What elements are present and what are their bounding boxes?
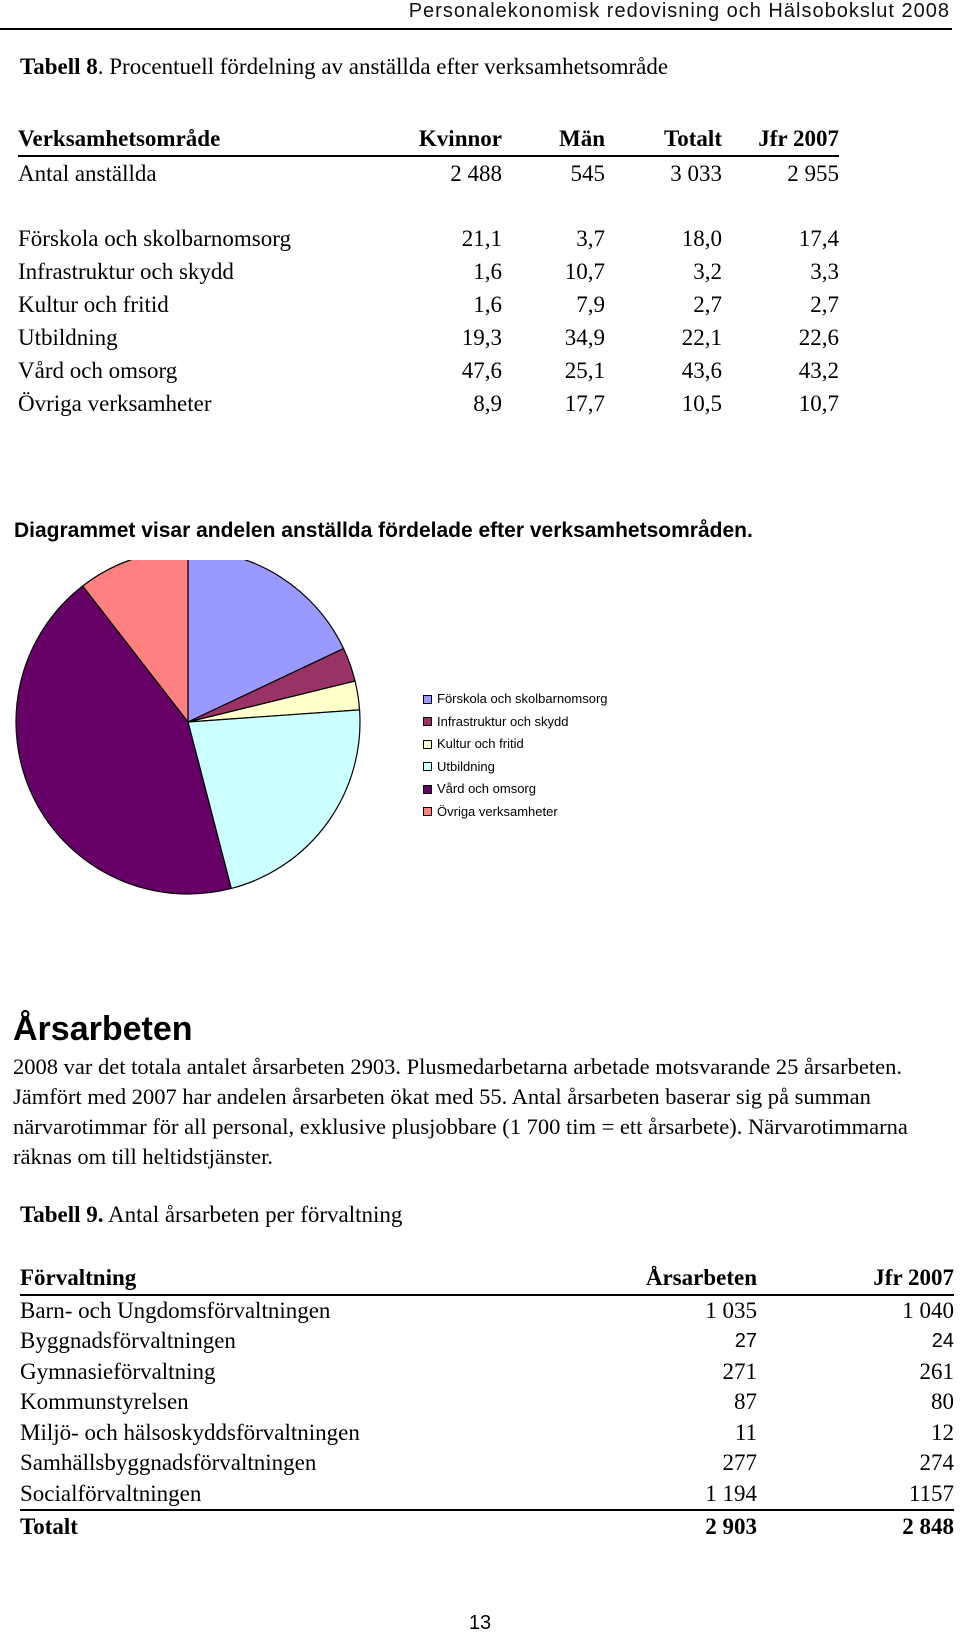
table9-col-header: Jfr 2007 xyxy=(757,1263,954,1295)
table9-cell: Barn- och Ungdomsförvaltningen xyxy=(20,1297,331,1323)
legend-label: Vård och omsorg xyxy=(437,781,536,796)
legend-item xyxy=(423,711,608,734)
table8-row xyxy=(18,354,839,387)
table9-caption xyxy=(20,1202,402,1228)
table9-cell: Socialförvaltningen xyxy=(20,1480,202,1506)
legend-swatch xyxy=(423,762,432,771)
table9-cell: 274 xyxy=(919,1450,954,1475)
table8-cell: 10,5 xyxy=(681,391,722,416)
table8 xyxy=(18,122,839,420)
table9-row xyxy=(20,1479,954,1511)
table8-cell: 2 488 xyxy=(450,161,502,186)
running-title: Personalekonomisk redovisning och Hälsobokslut 2008 xyxy=(408,0,950,22)
table8-cell: 3,7 xyxy=(576,226,605,251)
table9-row xyxy=(20,1295,954,1327)
table9-cell: 277 xyxy=(722,1450,757,1475)
table8-cell: 18,0 xyxy=(681,226,722,251)
legend-swatch xyxy=(423,717,432,726)
table8-row xyxy=(18,321,839,354)
chart-heading: Diagrammet visar andelen anställda fördelade efter verksamhetsområden. xyxy=(14,519,753,542)
table8-label: Tabell 8 xyxy=(20,54,98,79)
table8-row xyxy=(18,387,839,420)
table8-cell: 2,7 xyxy=(810,292,839,317)
table8-col-header: Män xyxy=(502,122,605,156)
chart-legend xyxy=(423,688,608,823)
table8-cell: 3 033 xyxy=(670,161,722,186)
legend-label: Kultur och fritid xyxy=(437,736,524,751)
legend-swatch xyxy=(423,740,432,749)
legend-item xyxy=(423,688,608,711)
table9-total-cell: 2 903 xyxy=(585,1510,757,1543)
table9-cell: 87 xyxy=(734,1389,757,1414)
legend-label: Förskola och skolbarnomsorg xyxy=(437,691,608,706)
table9-cell: 1 194 xyxy=(705,1480,757,1506)
table8-cell: Antal anställda xyxy=(18,161,157,186)
legend-swatch xyxy=(423,785,432,794)
table9-col-header: Årsarbeten xyxy=(585,1263,757,1295)
table8-cell: 3,3 xyxy=(810,259,839,284)
table8-cell: 25,1 xyxy=(564,358,605,383)
table8-cell: Vård och omsorg xyxy=(18,358,178,383)
table8-cell: 8,9 xyxy=(473,391,502,416)
table8-cell: Kultur och fritid xyxy=(18,292,169,317)
table8-header-row xyxy=(18,122,839,156)
table8-spacer-row xyxy=(18,190,839,222)
table8-row xyxy=(18,288,839,321)
table9-cell: 271 xyxy=(722,1358,757,1384)
legend-label: Övriga verksamheter xyxy=(437,803,558,819)
table9-cell: Byggnadsförvaltningen xyxy=(20,1328,236,1353)
table8-row xyxy=(18,255,839,288)
table9-cell: 1157 xyxy=(908,1480,954,1506)
table9-cell: 24 xyxy=(931,1330,954,1352)
table8-cell: 1,6 xyxy=(473,292,502,317)
table9-row xyxy=(20,1357,954,1388)
legend-label: Utbildning xyxy=(437,758,495,774)
table9-total-cell: Totalt xyxy=(20,1510,585,1543)
table9-header-row xyxy=(20,1263,954,1295)
table8-cell: 10,7 xyxy=(798,391,839,416)
table8-cell: 3,2 xyxy=(693,259,722,284)
table8-cell: 7,9 xyxy=(576,292,605,317)
table9-title: Antal årsarbeten per förvaltning xyxy=(103,1202,403,1227)
table8-cell: 17,7 xyxy=(564,391,605,416)
table8-cell: Förskola och skolbarnomsorg xyxy=(18,226,292,251)
table9-row xyxy=(20,1326,954,1357)
table9-total-cell: 2 848 xyxy=(757,1510,954,1543)
table9-cell: 27 xyxy=(734,1330,757,1352)
table9-cell: 1 035 xyxy=(705,1297,757,1323)
table8-cell: 34,9 xyxy=(564,325,605,350)
table8-cell: 2,7 xyxy=(693,292,722,317)
table8-cell: 19,3 xyxy=(461,325,502,350)
table8-col-header: Totalt xyxy=(605,122,722,156)
table8-cell: 10,7 xyxy=(564,259,605,284)
table8-cell: 22,6 xyxy=(798,325,839,350)
table9-cell: 1 040 xyxy=(902,1297,954,1323)
table9-row xyxy=(20,1448,954,1479)
table9-cell: 11 xyxy=(734,1419,757,1445)
table8-col-header: Kvinnor xyxy=(370,122,502,156)
table8-row xyxy=(18,222,839,255)
legend-label: Infrastruktur och skydd xyxy=(437,713,569,729)
body-paragraph: 2008 var det totala antalet årsarbeten 2903. Plusmedarbetarna arbetade motsvarande 25 årsarbeten. Jämfört med 2007 har andelen årsarbeten ökat med 55. Antal årsarbeten baserar sig på summan närvarotimmar för all personal, exklusive plusjobbare (1 700 tim = ett årsarbete). Närvarotimmarna räknas om till heltidstjänster. xyxy=(13,1054,908,1169)
table8-cell: 47,6 xyxy=(461,358,502,383)
table9-total-row xyxy=(20,1510,954,1543)
table8-cell: 545 xyxy=(570,161,605,186)
table8-cell: 22,1 xyxy=(681,325,722,350)
table8-cell: 43,2 xyxy=(798,358,839,383)
table9-cell: 261 xyxy=(919,1358,954,1384)
header-rule xyxy=(0,28,952,30)
legend-item xyxy=(423,733,608,756)
table8-caption xyxy=(20,54,668,80)
running-header xyxy=(0,0,960,30)
table8-title: . Procentuell fördelning av anställda efter verksamhetsområde xyxy=(97,54,669,79)
section-heading: Årsarbeten xyxy=(13,1010,193,1048)
table9-cell: Gymnasieförvaltning xyxy=(20,1358,216,1384)
legend-swatch xyxy=(423,807,432,816)
table8-cell: 17,4 xyxy=(798,226,839,251)
legend-item xyxy=(423,778,608,801)
table8-count-row xyxy=(18,156,839,190)
table8-cell: 43,6 xyxy=(681,358,722,383)
legend-item xyxy=(423,756,608,779)
table8-col-header: Jfr 2007 xyxy=(722,122,839,156)
table8-cell: Övriga verksamheter xyxy=(18,391,212,416)
table9-cell: Samhällsbyggnadsförvaltningen xyxy=(20,1450,317,1475)
table9-row xyxy=(20,1418,954,1449)
table8-cell: 2 955 xyxy=(787,161,839,186)
table8-cell: Utbildning xyxy=(18,325,118,350)
table8-cell: 1,6 xyxy=(473,259,502,284)
table9-cell: Miljö- och hälsoskyddsförvaltningen xyxy=(20,1419,360,1445)
table9-cell: 80 xyxy=(931,1389,954,1414)
page-number: 13 xyxy=(468,1612,492,1634)
table9-col-header: Förvaltning xyxy=(20,1263,585,1295)
table9-cell: Kommunstyrelsen xyxy=(20,1389,189,1414)
table8-cell: Infrastruktur och skydd xyxy=(18,259,234,284)
legend-item xyxy=(423,801,608,824)
table8-col-header: Verksamhetsområde xyxy=(18,122,370,156)
table8-cell: 21,1 xyxy=(461,226,502,251)
table9-row xyxy=(20,1387,954,1418)
legend-swatch xyxy=(423,695,432,704)
pie-chart xyxy=(0,560,400,960)
table9-cell: 12 xyxy=(931,1419,954,1445)
table9-label: Tabell 9. xyxy=(20,1202,104,1227)
table9 xyxy=(20,1263,954,1543)
